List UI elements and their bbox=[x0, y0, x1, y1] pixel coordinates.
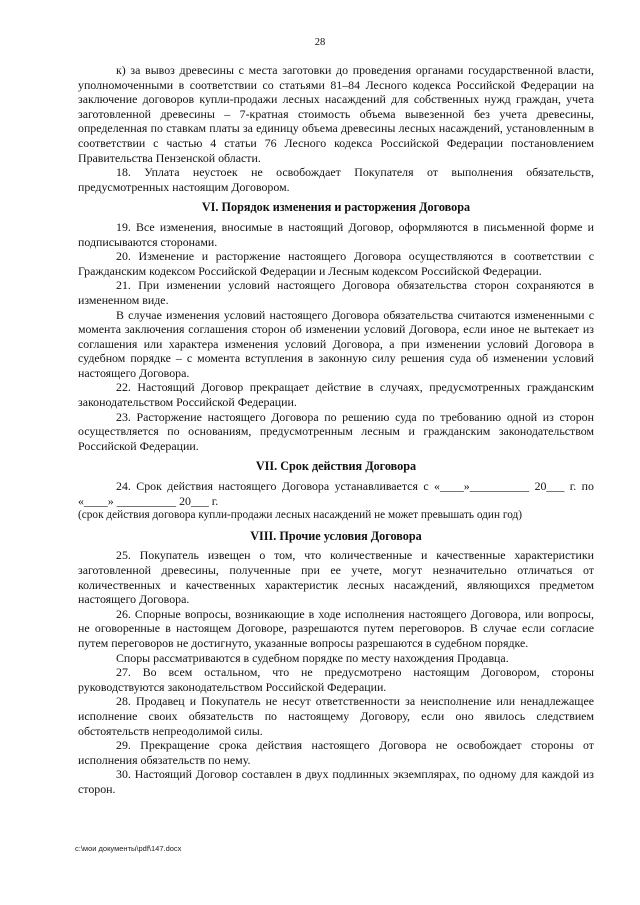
paragraph-21-continued: В случае изменения условий настоящего Договора обязательства считаются измененными с момента заключения соглашения сторон об изменении условий Договора, если иное не вытекает из соглашения или характера изменения условий Договора, а при изменении условий Договора в судебном порядке – с момента вступления в законную силу решения суда об изменении условий настоящего Договора. bbox=[78, 307, 594, 380]
paragraph-24-note: (срок действия договора купли-продажи лесных насаждений не может превышать один год) bbox=[78, 509, 523, 522]
paragraph-29: 29. Прекращение срока действия настоящего Договора не освобождает стороны от исполнения обязательств по нему. bbox=[78, 738, 594, 767]
paragraph-19: 19. Все изменения, вносимые в настоящий Договор, оформляются в письменной форме и подписываются сторонами. bbox=[78, 219, 594, 249]
paragraph-21: 21. При изменении условий настоящего Договора обязательства сторон сохраняются в измененном виде. bbox=[78, 278, 594, 307]
paragraph-25: 25. Покупатель извещен о том, что количественные и качественные характеристики заготовленной древесины, полученные при ее учете, могут незначительно отличаться от количественных и качественных характеристик лесных насаждений, являющихся предметом настоящего Договора. bbox=[78, 548, 594, 607]
paragraph-22: 22. Настоящий Договор прекращает действие в случаях, предусмотренных гражданским законодательством Российской Федерации. bbox=[78, 380, 594, 410]
file-path-footer: c:\мои документы\pdf\147.docx bbox=[75, 844, 182, 853]
paragraph-26-continued: Споры рассматриваются в судебном порядке по месту нахождения Продавца. bbox=[116, 650, 509, 665]
document-body bbox=[78, 63, 594, 797]
paragraph-27: 27. Во всем остальном, что не предусмотрено настоящим Договором, стороны руководствуются законодательством Российской Федерации. bbox=[78, 665, 594, 694]
paragraph-26: 26. Спорные вопросы, возникающие в ходе исполнения настоящего Договора, или вопросы, не оговоренные в настоящем Договоре, разрешаются путем переговоров. В случае если согласие путем переговоров не достигнуто, указанные вопросы разрешаются в судебном порядке. bbox=[78, 606, 594, 650]
paragraph-k: к) за вывоз древесины с места заготовки до проведения органами государственной власти, уполномоченными в соответствии со статьями 81–84 Лесного кодекса Российской Федерации на заключение договоров купли-продажи лесных насаждений для собственных нужд граждан, учета заготовленной древесины – 7-кратная стоимость объема вывезенной без учета древесины, определенная по ставкам платы за единицу объема древесины лесных насаждений, установленным в соответствии с частью 4 статьи 76 Лесного кодекса Российской Федерации постановлением Правительства Пензенской области. bbox=[78, 63, 594, 165]
paragraph-20: 20. Изменение и расторжение настоящего Договора осуществляются в соответствии с Гражданским кодексом Российской Федерации и Лесным кодексом Российской Федерации. bbox=[78, 249, 594, 278]
paragraph-28: 28. Продавец и Покупатель не несут ответственности за неисполнение или ненадлежащее исполнение своих обязательств по настоящему Договору, если оно явилось следствием обстоятельств непреодолимой силы. bbox=[78, 694, 594, 738]
paragraph-18: 18. Уплата неустоек не освобождает Покупателя от выполнения обязательств, предусмотренных настоящим Договором. bbox=[78, 165, 594, 194]
section-heading-6: VI. Порядок изменения и расторжения Договора bbox=[201, 200, 471, 215]
section-heading-7: VII. Срок действия Договора bbox=[255, 459, 417, 474]
section-heading-8: VIII. Прочие условия Договора bbox=[250, 528, 422, 543]
paragraph-24: 24. Срок действия настоящего Договора устанавливается с «____»__________ 20___ г. по «____» __________ 20___ г. bbox=[78, 479, 594, 508]
paragraph-30: 30. Настоящий Договор составлен в двух подлинных экземплярах, по одному для каждой из сторон. bbox=[78, 767, 594, 796]
page-number: 28 bbox=[314, 37, 326, 48]
paragraph-23: 23. Расторжение настоящего Договора по решению суда по требованию одной из сторон осуществляется по основаниям, предусмотренным лесным и гражданским законодательством Российской Федерации. bbox=[78, 409, 594, 453]
